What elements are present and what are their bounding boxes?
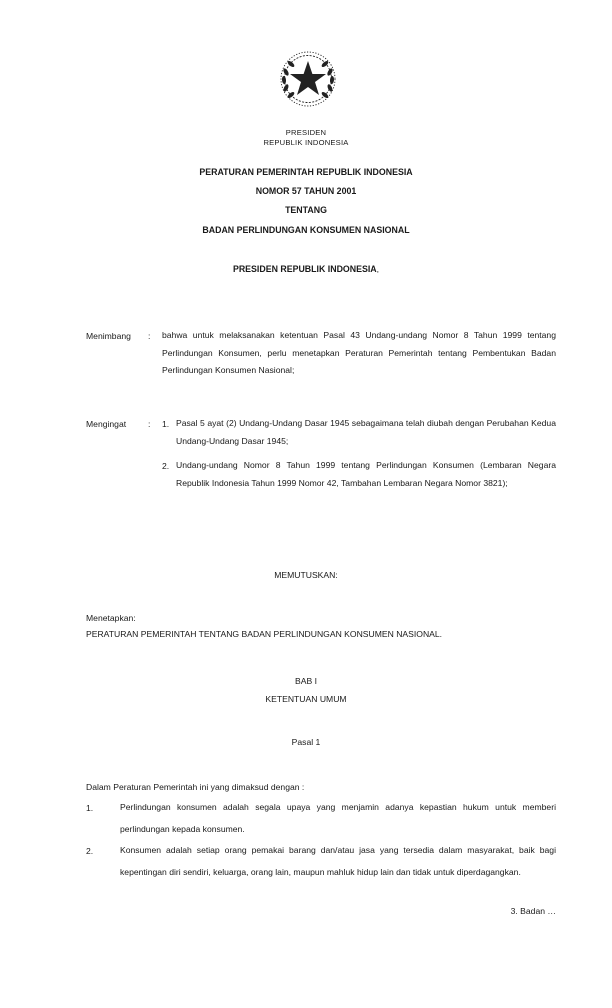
title-line-2: NOMOR 57 TAHUN 2001 [255,186,357,196]
preamble-tail: , [376,264,380,274]
definition-1-text: Perlindungan konsumen adalah segala upaya yang menjamin adanya kepastian hukum untuk memberi perlindungan kepada konsumen. [120,802,556,834]
page-continuation: 3. Badan … [510,906,556,916]
bab-subtitle: KETENTUAN UMUM [265,694,347,704]
title-line-4: BADAN PERLINDUNGAN KONSUMEN NASIONAL [202,225,410,235]
memutuskan-heading: MEMUTUSKAN: [274,570,338,580]
mengingat-item-2-num: 2. [162,461,170,471]
header-line-2: REPUBLIK INDONESIA [263,138,349,147]
pasal-heading: Pasal 1 [291,737,321,747]
garuda-star-wreath-emblem-icon [277,48,339,110]
bab-title: BAB I [295,676,317,686]
mengingat-label: Mengingat [86,419,127,429]
menetapkan-label: Menetapkan: [86,613,136,623]
definition-2-text: Konsumen adalah setiap orang pemakai barang dan/atau jasa yang tersedia dalam masyarakat, baik bagi kepentingan diri sendiri, keluarga, orang lain, maupun mahluk hidup lain dan tidak untuk diperdagangkan. [120,845,556,877]
menimbang-colon: : [148,331,151,341]
mengingat-item-1-num: 1. [162,419,170,429]
title-line-3: TENTANG [285,205,327,215]
menimbang-text: bahwa untuk melaksanakan ketentuan Pasal 43 Undang-undang Nomor 8 Tahun 1999 tentang Perlindungan Konsumen, perlu menetapkan Peraturan Pemerintah tentang Pembentukan Badan Perlindungan Konsumen Nasional; [162,330,556,375]
preamble-bold: PRESIDEN REPUBLIK INDONESIA [232,264,377,274]
mengingat-item-1-text: Pasal 5 ayat (2) Undang-Undang Dasar 1945 sebagaimana telah diubah dengan Perubahan Kedua Undang-Undang Dasar 1945; [176,418,556,446]
menimbang-label: Menimbang [86,331,131,341]
mengingat-colon: : [148,419,151,429]
definitions-intro: Dalam Peraturan Pemerintah ini yang dimaksud dengan : [86,782,305,792]
menetapkan-text: PERATURAN PEMERINTAH TENTANG BADAN PERLINDUNGAN KONSUMEN NASIONAL. [86,629,443,639]
preamble [0,264,612,274]
header-line-1: PRESIDEN [285,128,327,137]
definition-1-num: 1. [86,803,94,813]
mengingat-item-2-text: Undang-undang Nomor 8 Tahun 1999 tentang Perlindungan Konsumen (Lembaran Negara Republik Indonesia Tahun 1999 Nomor 42, Tambahan Lembaran Negara Nomor 3821); [176,460,556,488]
definition-2-num: 2. [86,846,94,856]
title-line-1: PERATURAN PEMERINTAH REPUBLIK INDONESIA [199,167,413,177]
